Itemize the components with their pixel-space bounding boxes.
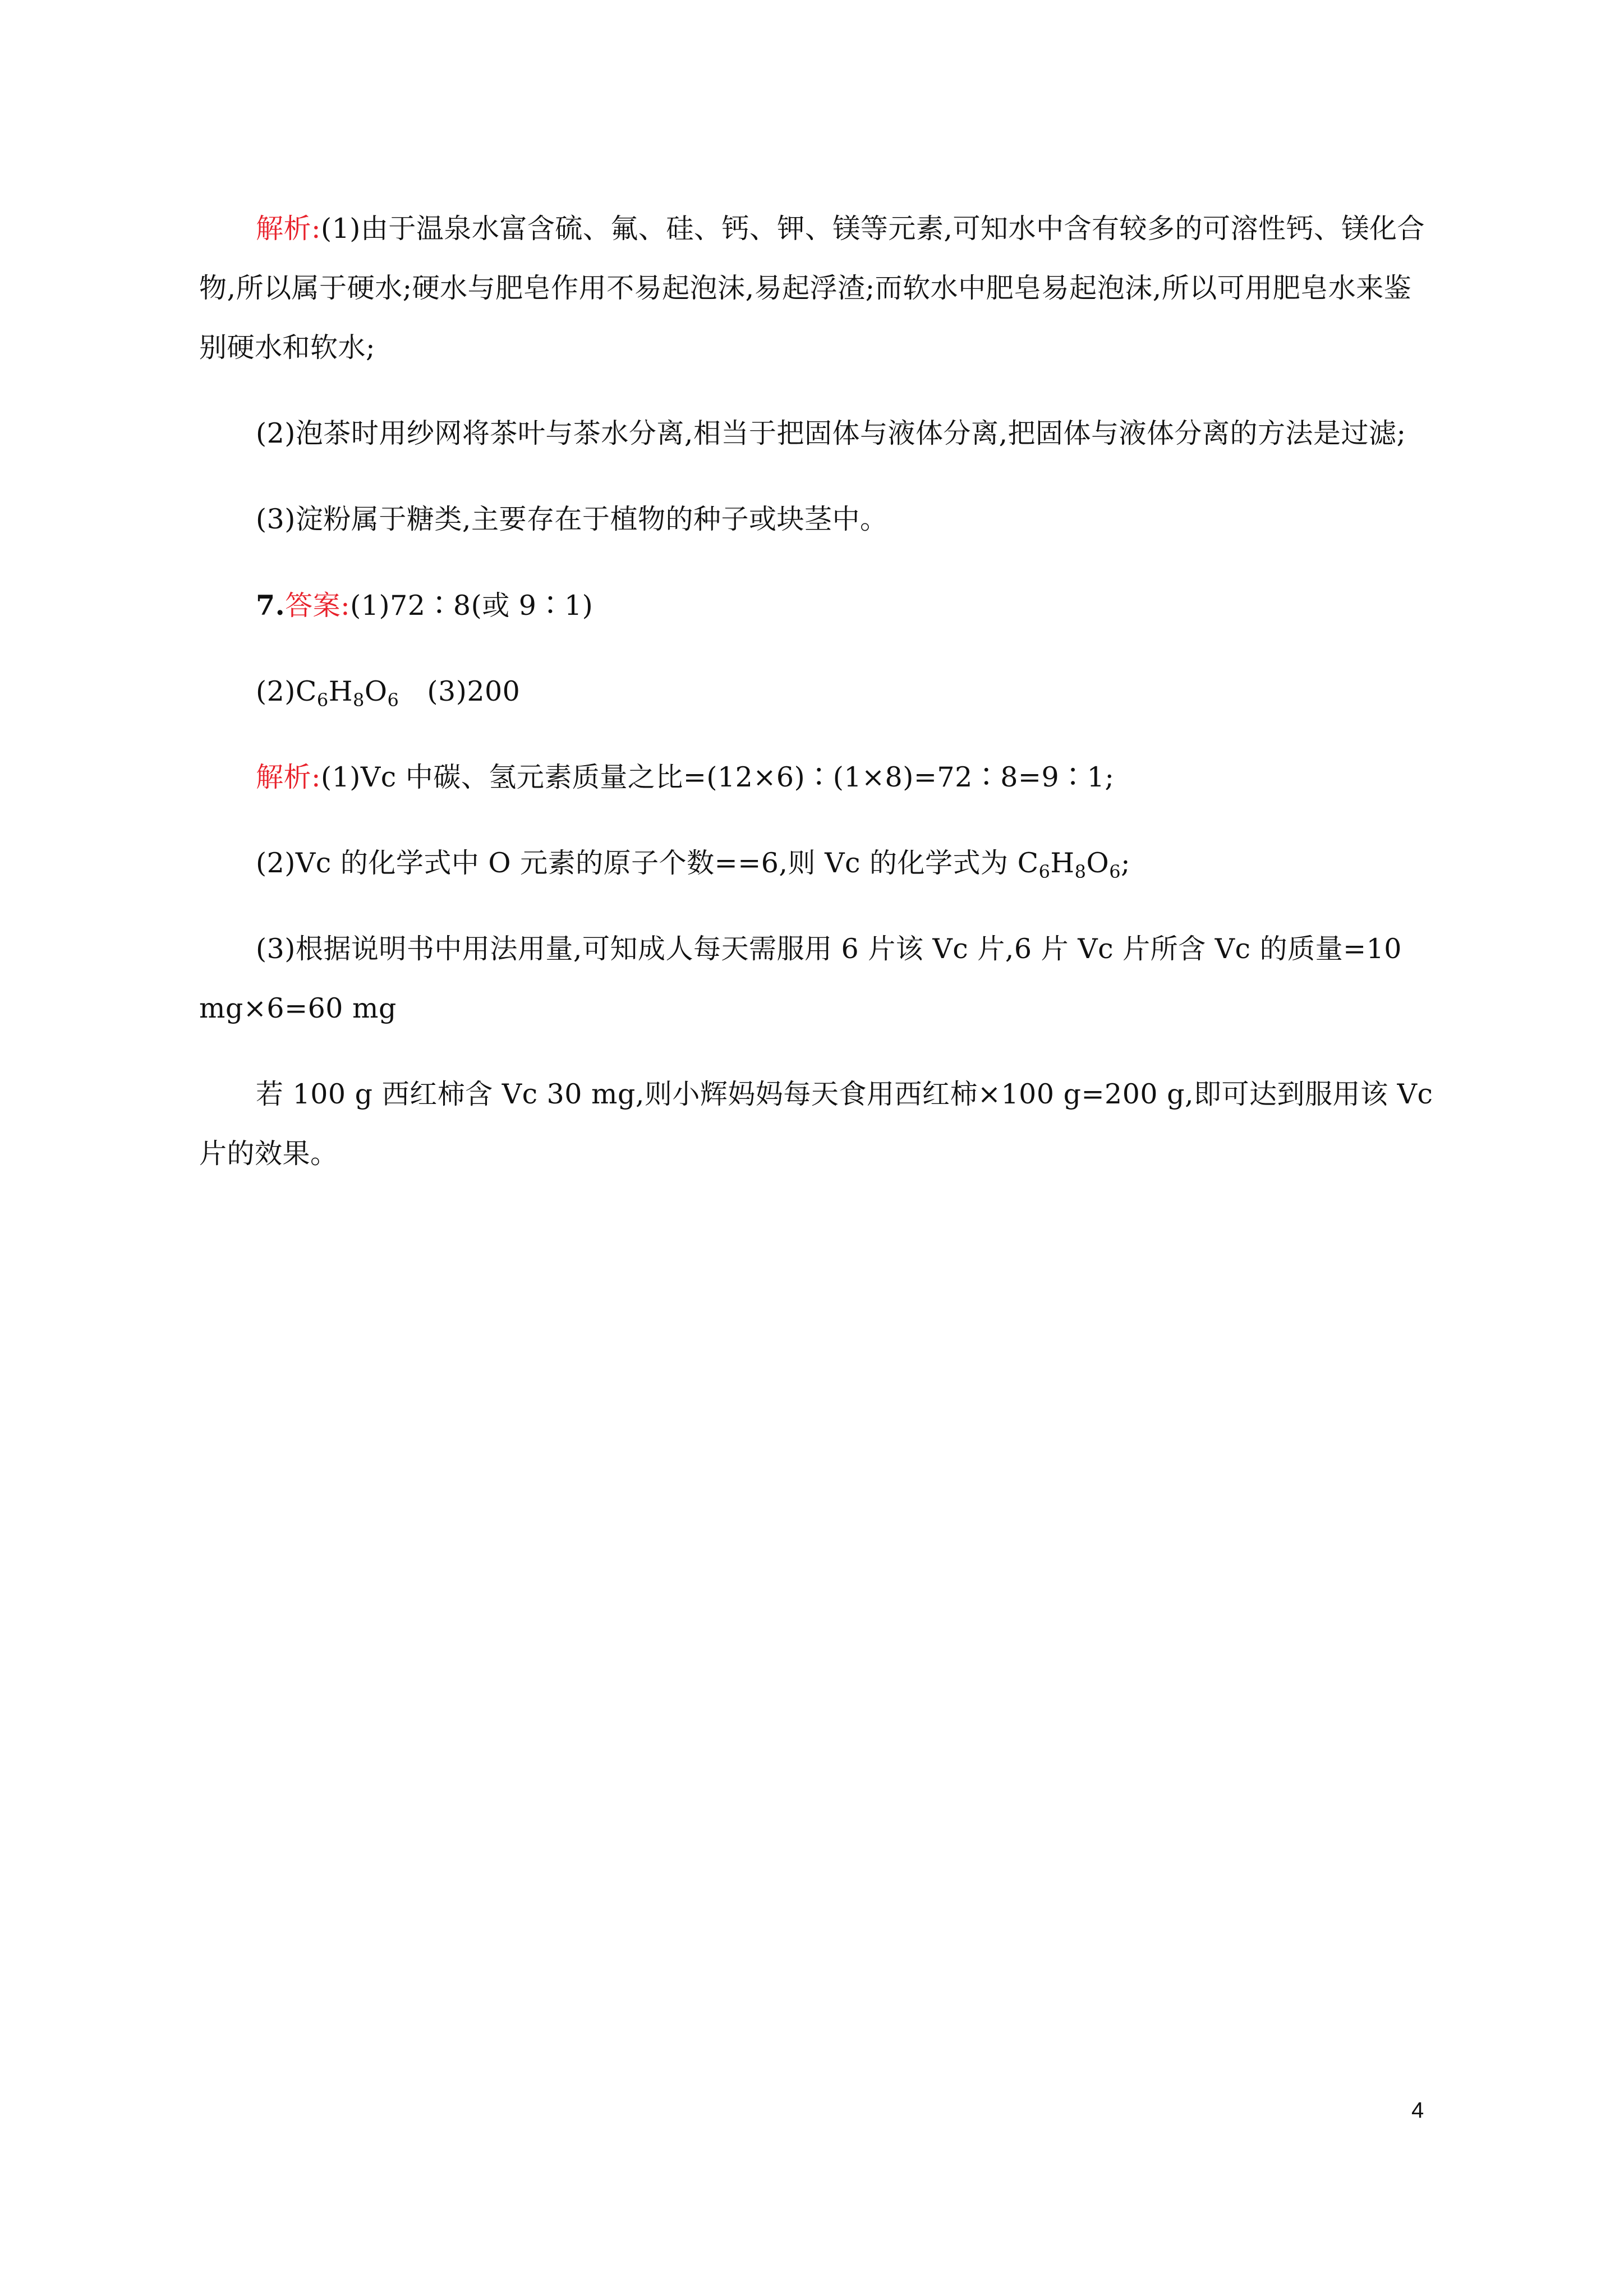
q6-analysis-text-2: (2)泡茶时用纱网将茶叶与茶水分离,相当于把固体与液体分离,把固体与液体分离的方法是过滤; [256, 417, 1406, 449]
q7-analysis-text-2: (2)Vc 的化学式中 O 元素的原子个数==6,则 Vc 的化学式为 [256, 847, 1018, 879]
q7-analysis-text-1: (1)Vc 中碳、氢元素质量之比=(12×6)∶(1×8)=72∶8=9∶1; [321, 761, 1115, 793]
q6-analysis-paragraph-1 [199, 199, 1433, 378]
q7-analysis-text-4: 若 100 g 西红柿含 Vc 30 mg,则小辉妈妈每天食用西红柿×100 g=200 g,即可达到服用该 Vc 片的效果。 [199, 1078, 1433, 1170]
chemical-formula: $C_6H_8O_6$ [1017, 847, 1121, 882]
q7-answer-part-3: (3)200 [427, 675, 521, 707]
q7-analysis-paragraph-2: (2)Vc 的化学式中 O 元素的原子个数==6,则 Vc 的化学式为 $C_6H_8O_6$; [256, 847, 1131, 882]
q7-answer-prefix: (2) [256, 675, 296, 707]
answer-label: 答案: [285, 590, 351, 622]
q7-analysis-paragraph-4 [199, 1065, 1433, 1184]
q7-analysis-text-3: (3)根据说明书中用法用量,可知成人每天需服用 6 片该 Vc 片,6 片 Vc 片所含 Vc 的质量=10 mg×6=60 mg [199, 933, 1402, 1024]
page-content [199, 199, 1433, 1210]
analysis-label: 解析: [256, 213, 321, 245]
q7-answer-line-1 [199, 576, 1433, 636]
page-number: 4 [1411, 2098, 1424, 2123]
q7-answer-text-1: (1)72∶8(或 9∶1) [350, 590, 594, 622]
question-number: 7. [256, 589, 286, 622]
q6-analysis-paragraph-3 [199, 490, 1433, 549]
q6-analysis-text-3: (3)淀粉属于糖类,主要存在于植物的种子或块茎中。 [256, 503, 888, 535]
q6-analysis-paragraph-2 [199, 404, 1433, 463]
q7-analysis-paragraph-3 [199, 919, 1433, 1038]
q6-analysis-text-1: (1)由于温泉水富含硫、氟、硅、钙、钾、镁等元素,可知水中含有较多的可溶性钙、镁化合物,所以属于硬水;硬水与肥皂作用不易起泡沫,易起浮渣;而软水中肥皂易起泡沫,所以可用肥皂水来鉴别硬水和软水; [199, 213, 1425, 364]
analysis-label: 解析: [256, 761, 321, 793]
q7-analysis-paragraph-1 [199, 748, 1433, 807]
q7-answer-line-2 [199, 662, 1433, 721]
chemical-formula: $C_6H_8O_6$ [295, 675, 399, 711]
